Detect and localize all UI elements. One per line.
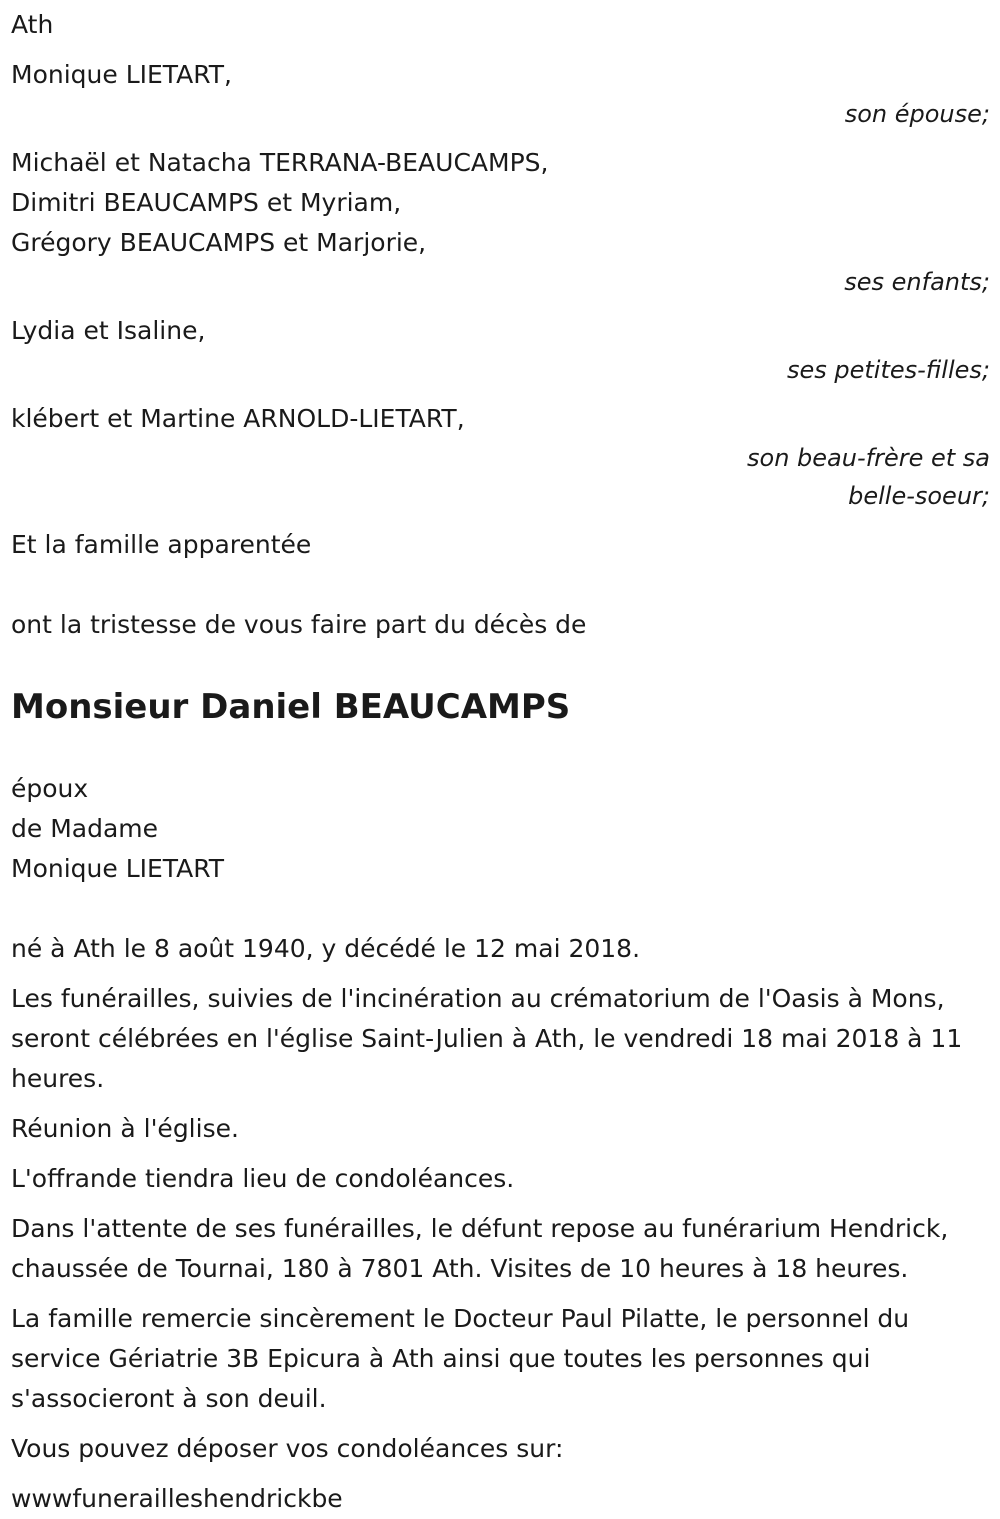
spouse-line: de Madame — [11, 814, 159, 843]
funeral-details: Les funérailles, suivies de l'incinération au crématorium de l'Oasis à Mons, seront célébrées en l'église Saint-Julien à Ath, le vendredi 18 mai 2018 à 11 heures. — [11, 984, 963, 1093]
website-link[interactable]: wwwfunerailleshendrickbe — [11, 1484, 343, 1513]
funerarium-details: Dans l'attente de ses funérailles, le défunt repose au funérarium Hendrick, chaussée de Tournai, 180 à 7801 Ath. Visites de 10 heures à 18 heures. — [11, 1214, 949, 1283]
family-member-name: Michaël et Natacha TERRANA-BEAUCAMPS, — [11, 148, 549, 177]
family-role: son beau-frère et sa — [747, 444, 990, 472]
condolences-prompt: Vous pouvez déposer vos condoléances sur: — [11, 1434, 564, 1463]
family-member-name: Dimitri BEAUCAMPS et Myriam, — [11, 188, 402, 217]
offering-note: L'offrande tiendra lieu de condoléances. — [11, 1164, 515, 1193]
obituary-notice — [11, 5, 990, 1519]
deceased-name: Monsieur Daniel BEAUCAMPS — [11, 687, 571, 727]
family-role: belle-soeur; — [848, 482, 990, 510]
spouse-line: Monique LIETART — [11, 854, 225, 883]
location: Ath — [11, 10, 54, 39]
family-role: ses petites-filles; — [786, 356, 990, 384]
meeting-place: Réunion à l'église. — [11, 1114, 239, 1143]
family-role: ses enfants; — [844, 268, 990, 296]
family-member-name: Grégory BEAUCAMPS et Marjorie, — [11, 228, 427, 257]
spouse-line: époux — [11, 774, 89, 803]
family-member-name: Lydia et Isaline, — [11, 316, 206, 345]
family-member-name: Monique LIETART, — [11, 60, 232, 89]
thanks-note: La famille remercie sincèrement le Docteur Paul Pilatte, le personnel du service Gériatrie 3B Epicura à Ath ainsi que toutes les personnes qui s'associeront à son deuil. — [11, 1304, 910, 1413]
family-group-spouse — [11, 55, 990, 133]
extended-family: Et la famille apparentée — [11, 530, 312, 559]
family-group-in-laws — [11, 399, 990, 515]
family-group-children — [11, 143, 990, 301]
announcement: ont la tristesse de vous faire part du décès de — [11, 610, 587, 639]
family-role: son épouse; — [844, 100, 990, 128]
family-member-name: klébert et Martine ARNOLD-LIETART, — [11, 404, 465, 433]
spouse-info — [11, 769, 990, 889]
family-group-grandchildren — [11, 311, 990, 389]
birth-death-dates: né à Ath le 8 août 1940, y décédé le 12 mai 2018. — [11, 934, 641, 963]
details — [11, 929, 990, 1519]
